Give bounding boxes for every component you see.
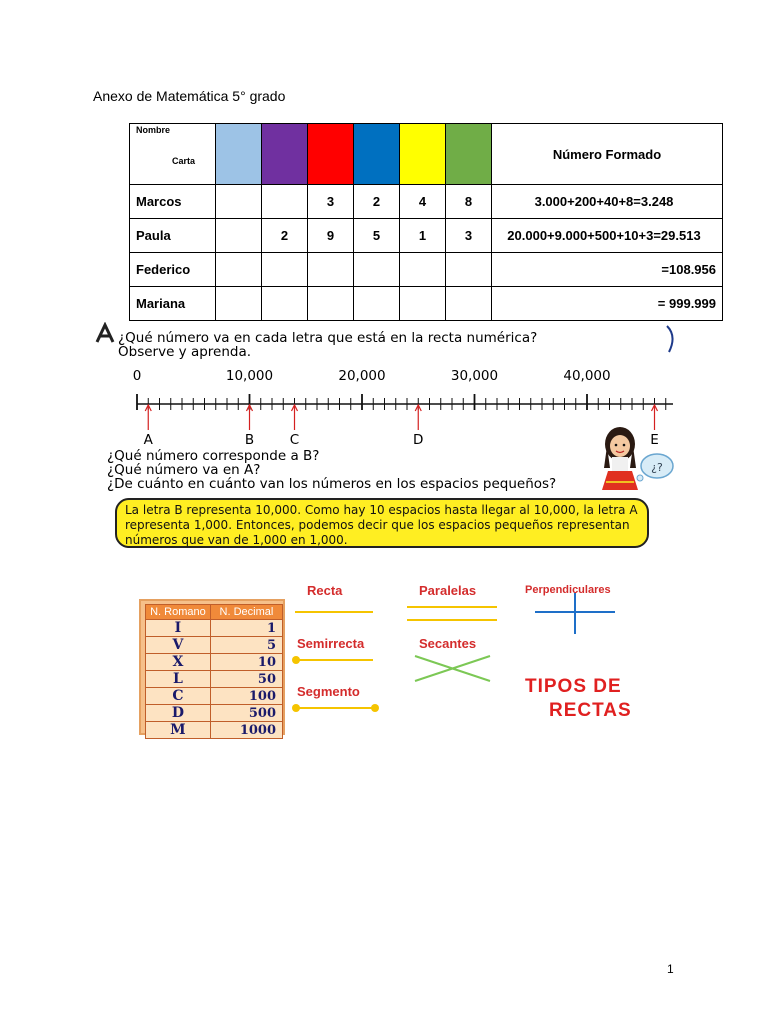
table-row [130, 219, 723, 253]
digit-cell [446, 253, 492, 287]
callout-line: números que van de 1,000 en 1,000. [125, 533, 348, 547]
corner-bracket [667, 326, 673, 352]
thought-bubble-text: ¿? [651, 461, 663, 474]
digit-cell: 4 [400, 185, 446, 219]
digit-cell: 5 [354, 219, 400, 253]
row-name: Federico [130, 253, 216, 287]
decimal-cell: 5 [210, 637, 282, 654]
row-name: Mariana [130, 287, 216, 321]
header-carta: Carta [172, 156, 196, 166]
table-row [146, 705, 283, 722]
digit-cell [216, 287, 262, 321]
digit-cell: 9 [308, 219, 354, 253]
color-card-1 [216, 124, 262, 185]
header-nombre: Nombre [136, 125, 171, 135]
color-swatch [216, 124, 261, 184]
tick-label: 30,000 [450, 368, 499, 384]
color-swatch [308, 124, 353, 184]
digit-cell [216, 185, 262, 219]
digit-cell [354, 253, 400, 287]
digit-cell [308, 253, 354, 287]
roman-cell: X [146, 654, 211, 671]
label-secantes: Secantes [419, 636, 477, 651]
digit-cell: 2 [354, 185, 400, 219]
line-types-panel [285, 572, 658, 736]
roman-header: N. Romano [146, 605, 211, 620]
digit-cell [308, 287, 354, 321]
label-semirrecta: Semirrecta [297, 636, 365, 651]
color-card-6 [446, 124, 492, 185]
result-cell: 3.000+200+40+8=3.248 [492, 185, 723, 219]
digit-cell: 1 [400, 219, 446, 253]
table-row [130, 253, 723, 287]
table-row [146, 637, 283, 654]
header-numero-formado: Número Formado [492, 124, 723, 185]
roman-cell: C [146, 688, 211, 705]
tick-label: 10,000 [225, 368, 274, 384]
callout-line: La letra B representa 10,000. Como hay 10 espacios hasta llegar al 10,000, la letra A [125, 503, 638, 517]
decimal-cell: 500 [210, 705, 282, 722]
tick-label: 0 [132, 368, 142, 384]
color-card-5 [400, 124, 446, 185]
decimal-cell: 10 [210, 654, 282, 671]
decimal-cell: 1 [210, 620, 282, 637]
color-card-4 [354, 124, 400, 185]
table-header-row [130, 124, 723, 185]
callout-line: representa 1,000. Entonces, podemos decir que los espacios pequeños representan [125, 518, 630, 532]
table-row [130, 287, 723, 321]
table-row [146, 620, 283, 637]
digit-cell [400, 287, 446, 321]
point-group [144, 405, 659, 448]
digit-cell: 3 [308, 185, 354, 219]
point-letter: E [650, 432, 659, 448]
label-paralelas: Paralelas [419, 583, 477, 598]
tick-label: 20,000 [338, 368, 386, 384]
card-table [129, 123, 723, 321]
roman-cell: M [146, 722, 211, 739]
digit-cell [400, 253, 446, 287]
tick-label: 40,000 [563, 368, 611, 384]
header-name-card-cell [130, 124, 216, 185]
digit-cell: 2 [262, 219, 308, 253]
table-row [146, 671, 283, 688]
explanation-callout [115, 498, 649, 548]
question-b: ¿Qué número corresponde a B? [107, 448, 320, 464]
row-name: Marcos [130, 185, 216, 219]
color-swatch [400, 124, 445, 184]
color-card-2 [262, 124, 308, 185]
table-row [146, 654, 283, 671]
decimal-cell: 50 [210, 671, 282, 688]
color-swatch [446, 124, 491, 184]
digit-cell [262, 287, 308, 321]
roman-numeral-panel [139, 599, 285, 738]
label-segmento: Segmento [297, 684, 360, 699]
table-row [130, 185, 723, 219]
number-line-figure [95, 322, 675, 498]
label-recta: Recta [307, 583, 343, 598]
digit-cell [354, 287, 400, 321]
point-letter: A [143, 432, 153, 448]
question-line-2: Observe y aprenda. [118, 344, 252, 360]
label-perpendiculares: Perpendiculares [525, 584, 611, 596]
table-row [146, 688, 283, 705]
digit-cell: 3 [446, 219, 492, 253]
color-card-3 [308, 124, 354, 185]
digit-cell: 8 [446, 185, 492, 219]
point-letter: B [244, 432, 255, 448]
roman-cell: L [146, 671, 211, 688]
thought-bubble [637, 454, 673, 481]
row-name: Paula [130, 219, 216, 253]
color-swatch [354, 124, 399, 184]
question-a: ¿Qué número va en A? [107, 462, 261, 478]
document-title: Anexo de Matemática 5° grado [93, 88, 286, 104]
number-line-section [95, 322, 675, 552]
roman-cell: D [146, 705, 211, 722]
digit-cell [262, 185, 308, 219]
question-spaces: ¿De cuánto en cuánto van los números en los espacios pequeños? [107, 476, 557, 492]
tick-group [137, 394, 666, 410]
girl-illustration [602, 427, 638, 490]
table-row [146, 722, 283, 739]
result-cell: =108.956 [492, 253, 723, 287]
roman-header-row [146, 605, 283, 620]
tick-label-group [133, 368, 611, 384]
digit-cell [216, 219, 262, 253]
color-swatch [262, 124, 307, 184]
decimal-cell: 100 [210, 688, 282, 705]
page-number: 1 [667, 962, 674, 976]
roman-numeral-table [145, 604, 283, 739]
rectas-title: RECTAS [549, 700, 632, 721]
point-letter: C [289, 432, 300, 448]
decimal-cell: 1000 [210, 722, 282, 739]
tipos-de-title: TIPOS DE [525, 676, 622, 697]
digit-cell [446, 287, 492, 321]
question-line-1: ¿Qué número va en cada letra que está en la recta numérica? [118, 330, 538, 346]
digit-cell [216, 253, 262, 287]
badge-a-glyph [97, 325, 113, 342]
roman-cell: V [146, 637, 211, 654]
result-cell: 20.000+9.000+500+10+3=29.513 [492, 219, 723, 253]
digit-cell [262, 253, 308, 287]
decimal-header: N. Decimal [210, 605, 282, 620]
point-letter: D [413, 432, 424, 448]
result-cell: = 999.999 [492, 287, 723, 321]
roman-cell: I [146, 620, 211, 637]
